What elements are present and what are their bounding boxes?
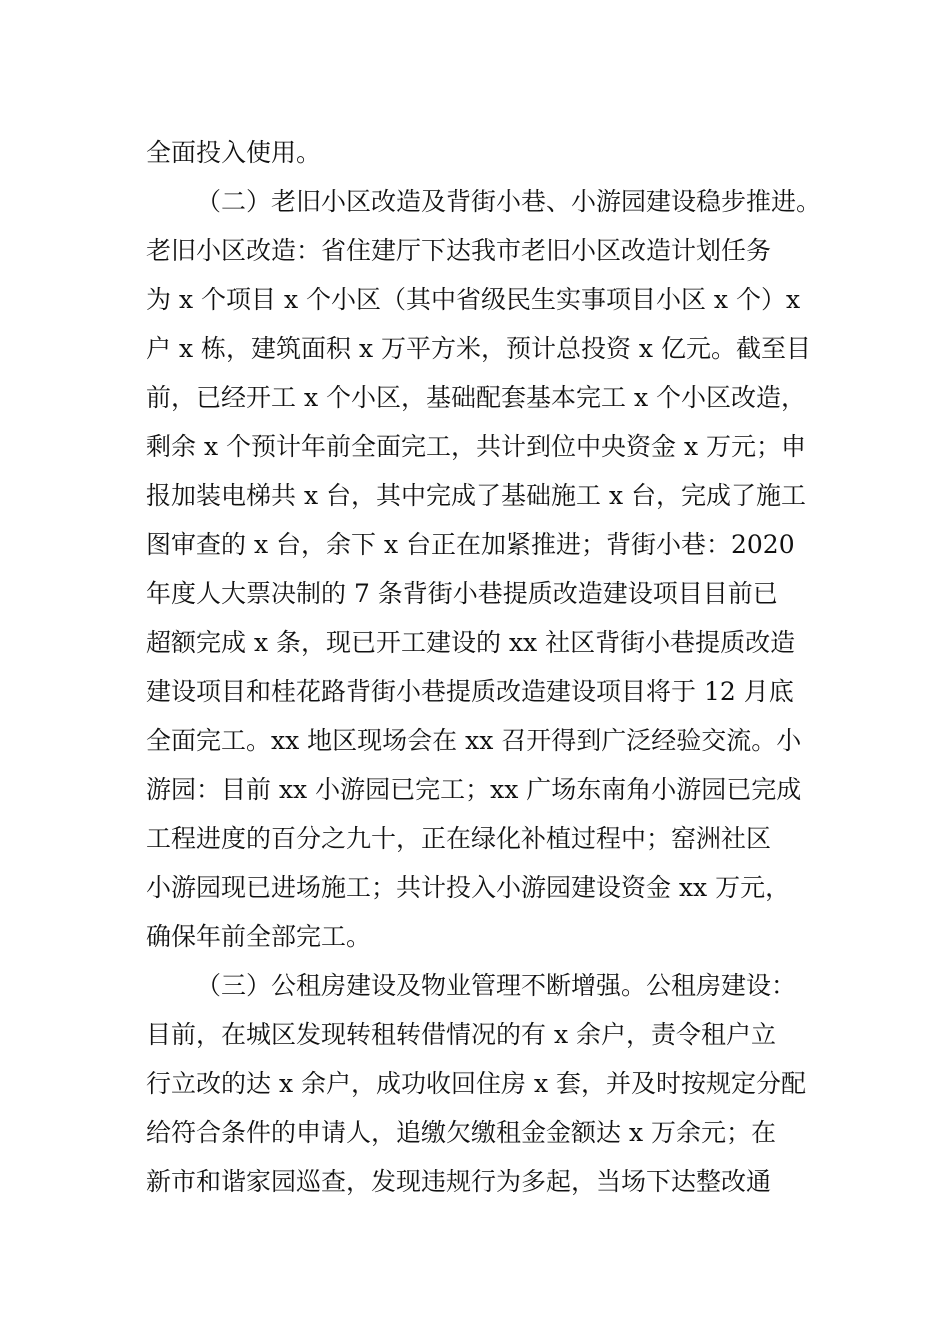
text-line: 目前，在城区发现转租转借情况的有 x 余户，责令租户立 [146,1020,776,1049]
text-line: 行立改的达 x 余户，成功收回住房 x 套，并及时按规定分配 [146,1069,806,1098]
text-line: 给符合条件的申请人，追缴欠缴租金金额达 x 万余元；在 [146,1118,776,1147]
section-heading-3: （三）公租房建设及物业管理不断增强。公租房建设： [196,971,797,1000]
text-line: 建设项目和桂花路背街小巷提质改造建设项目将于 12 月底 [146,677,794,706]
text-line: 前，已经开工 x 个小区，基础配套基本完工 x 个小区改造， [146,383,806,412]
text-line: 剩余 x 个预计年前全面完工，共计到位中央资金 x 万元；申 [146,432,806,461]
text-line: 户 x 栋，建筑面积 x 万平方米，预计总投资 x 亿元。截至目 [146,334,811,363]
text-line: 老旧小区改造：省住建厅下达我市老旧小区改造计划任务 [146,236,772,265]
text-line: 超额完成 x 条，现已开工建设的 xx 社区背街小巷提质改造 [146,628,796,657]
text-line: 游园：目前 xx 小游园已完工；xx 广场东南角小游园已完成 [146,775,802,804]
text-line: 工程进度的百分之九十，正在绿化补植过程中；窑洲社区 [146,824,772,853]
text-line: 报加装电梯共 x 台，其中完成了基础施工 x 台，完成了施工 [146,481,806,510]
text-line: 全面完工。xx 地区现场会在 xx 召开得到广泛经验交流。小 [146,726,802,755]
text-line: 为 x 个项目 x 个小区（其中省级民生实事项目小区 x 个）x [146,285,801,314]
text-line: 全面投入使用。 [146,138,322,167]
text-line: 年度人大票决制的 7 条背街小巷提质改造建设项目目前已 [146,579,778,608]
text-line: 图审查的 x 台，余下 x 台正在加紧推进；背街小巷：2020 [146,530,795,559]
text-line: 小游园现已进场施工；共计投入小游园建设资金 xx 万元， [146,873,791,902]
text-line: 新市和谐家园巡查，发现违规行为多起，当场下达整改通 [146,1167,772,1196]
text-line: 确保年前全部完工。 [146,922,372,951]
section-heading-2: （二）老旧小区改造及背街小巷、小游园建设稳步推进。 [196,187,822,216]
